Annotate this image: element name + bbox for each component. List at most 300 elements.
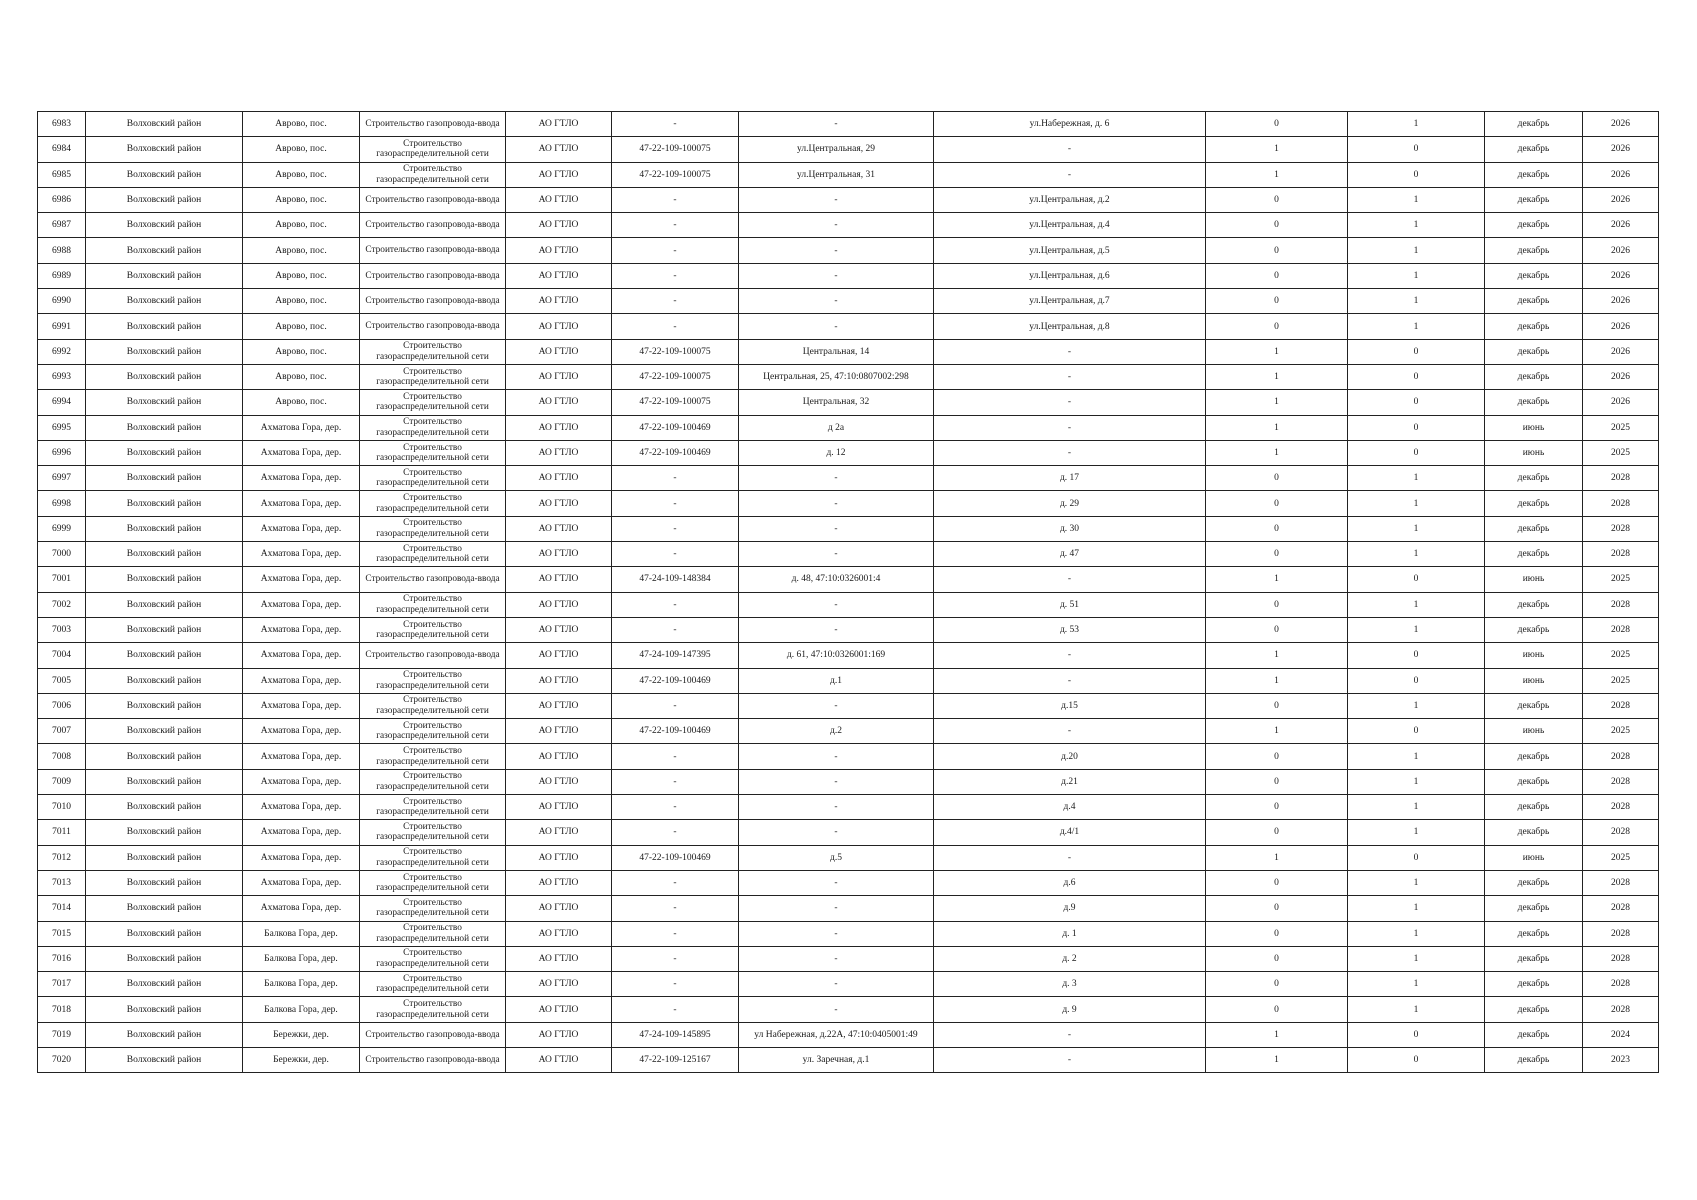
organization-cell: АО ГТЛО <box>506 693 612 718</box>
settlement-cell: Ахматова Гора, дер. <box>243 617 360 642</box>
table-row <box>38 491 1659 516</box>
table-row <box>38 339 1659 364</box>
district-cell: Волховский район <box>86 896 243 921</box>
settlement-cell: Аврово, пос. <box>243 263 360 288</box>
work-type-cell: Строительство газораспределительной сети <box>360 617 506 642</box>
work-type-cell: Строительство газораспределительной сети <box>360 795 506 820</box>
network-flag-cell: 0 <box>1206 997 1348 1022</box>
network-flag-cell: 0 <box>1206 870 1348 895</box>
year-cell: 2025 <box>1583 567 1659 592</box>
year-cell: 2028 <box>1583 820 1659 845</box>
row-number-cell: 7011 <box>38 820 86 845</box>
program-code-cell: 47-22-109-100469 <box>612 845 739 870</box>
row-number-cell: 7000 <box>38 542 86 567</box>
program-code-cell: 47-22-109-125167 <box>612 1047 739 1072</box>
work-type-cell: Строительство газопровода-ввода <box>360 1022 506 1047</box>
settlement-cell: Аврово, пос. <box>243 112 360 137</box>
input-flag-cell: 1 <box>1348 870 1485 895</box>
row-number-cell: 6991 <box>38 314 86 339</box>
table-row <box>38 415 1659 440</box>
address-input-cell: - <box>934 845 1206 870</box>
address-input-cell: д. 3 <box>934 972 1206 997</box>
table-row <box>38 466 1659 491</box>
network-flag-cell: 1 <box>1206 390 1348 415</box>
work-type-cell: Строительство газораспределительной сети <box>360 466 506 491</box>
month-cell: июнь <box>1485 643 1583 668</box>
network-flag-cell: 1 <box>1206 440 1348 465</box>
program-code-cell: - <box>612 744 739 769</box>
address-input-cell: д. 2 <box>934 946 1206 971</box>
work-type-cell: Строительство газораспределительной сети <box>360 769 506 794</box>
organization-cell: АО ГТЛО <box>506 1022 612 1047</box>
address-network-cell: Центральная, 32 <box>739 390 934 415</box>
program-code-cell: 47-24-109-147395 <box>612 643 739 668</box>
data-table <box>37 111 1659 1073</box>
table-row <box>38 896 1659 921</box>
program-code-cell: 47-22-109-100469 <box>612 719 739 744</box>
row-number-cell: 7008 <box>38 744 86 769</box>
program-code-cell: 47-24-109-145895 <box>612 1022 739 1047</box>
row-number-cell: 6996 <box>38 440 86 465</box>
program-code-cell: - <box>612 769 739 794</box>
program-code-cell: - <box>612 213 739 238</box>
district-cell: Волховский район <box>86 137 243 162</box>
organization-cell: АО ГТЛО <box>506 617 612 642</box>
settlement-cell: Аврово, пос. <box>243 238 360 263</box>
work-type-cell: Строительство газораспределительной сети <box>360 542 506 567</box>
year-cell: 2026 <box>1583 364 1659 389</box>
organization-cell: АО ГТЛО <box>506 997 612 1022</box>
network-flag-cell: 0 <box>1206 263 1348 288</box>
organization-cell: АО ГТЛО <box>506 719 612 744</box>
input-flag-cell: 1 <box>1348 491 1485 516</box>
network-flag-cell: 0 <box>1206 972 1348 997</box>
settlement-cell: Аврово, пос. <box>243 213 360 238</box>
row-number-cell: 7013 <box>38 870 86 895</box>
program-code-cell: - <box>612 112 739 137</box>
month-cell: декабрь <box>1485 491 1583 516</box>
address-network-cell: - <box>739 769 934 794</box>
work-type-cell: Строительство газораспределительной сети <box>360 415 506 440</box>
settlement-cell: Ахматова Гора, дер. <box>243 592 360 617</box>
address-input-cell: ул.Центральная, д.6 <box>934 263 1206 288</box>
work-type-cell: Строительство газопровода-ввода <box>360 289 506 314</box>
work-type-cell: Строительство газопровода-ввода <box>360 213 506 238</box>
address-network-cell: - <box>739 516 934 541</box>
organization-cell: АО ГТЛО <box>506 820 612 845</box>
row-number-cell: 7017 <box>38 972 86 997</box>
table-row <box>38 542 1659 567</box>
district-cell: Волховский район <box>86 314 243 339</box>
program-code-cell: - <box>612 289 739 314</box>
district-cell: Волховский район <box>86 820 243 845</box>
settlement-cell: Ахматова Гора, дер. <box>243 440 360 465</box>
input-flag-cell: 1 <box>1348 946 1485 971</box>
address-network-cell: Центральная, 14 <box>739 339 934 364</box>
row-number-cell: 6987 <box>38 213 86 238</box>
network-flag-cell: 0 <box>1206 289 1348 314</box>
table-row <box>38 997 1659 1022</box>
network-flag-cell: 0 <box>1206 896 1348 921</box>
address-input-cell: д. 51 <box>934 592 1206 617</box>
network-flag-cell: 1 <box>1206 567 1348 592</box>
address-network-cell: - <box>739 542 934 567</box>
organization-cell: АО ГТЛО <box>506 1047 612 1072</box>
district-cell: Волховский район <box>86 491 243 516</box>
settlement-cell: Бережки, дер. <box>243 1022 360 1047</box>
network-flag-cell: 0 <box>1206 921 1348 946</box>
district-cell: Волховский район <box>86 997 243 1022</box>
network-flag-cell: 0 <box>1206 238 1348 263</box>
month-cell: декабрь <box>1485 542 1583 567</box>
program-code-cell: - <box>612 896 739 921</box>
input-flag-cell: 1 <box>1348 112 1485 137</box>
year-cell: 2026 <box>1583 289 1659 314</box>
month-cell: декабрь <box>1485 896 1583 921</box>
month-cell: июнь <box>1485 719 1583 744</box>
row-number-cell: 7001 <box>38 567 86 592</box>
address-network-cell: - <box>739 744 934 769</box>
year-cell: 2028 <box>1583 617 1659 642</box>
row-number-cell: 7009 <box>38 769 86 794</box>
table-row <box>38 617 1659 642</box>
input-flag-cell: 0 <box>1348 137 1485 162</box>
month-cell: декабрь <box>1485 997 1583 1022</box>
settlement-cell: Аврово, пос. <box>243 390 360 415</box>
work-type-cell: Строительство газораспределительной сети <box>360 870 506 895</box>
address-input-cell: д.4 <box>934 795 1206 820</box>
district-cell: Волховский район <box>86 289 243 314</box>
district-cell: Волховский район <box>86 719 243 744</box>
year-cell: 2028 <box>1583 693 1659 718</box>
month-cell: декабрь <box>1485 238 1583 263</box>
work-type-cell: Строительство газораспределительной сети <box>360 516 506 541</box>
input-flag-cell: 0 <box>1348 162 1485 187</box>
settlement-cell: Ахматова Гора, дер. <box>243 415 360 440</box>
district-cell: Волховский район <box>86 112 243 137</box>
program-code-cell: 47-22-109-100075 <box>612 339 739 364</box>
work-type-cell: Строительство газораспределительной сети <box>360 972 506 997</box>
address-network-cell: - <box>739 870 934 895</box>
network-flag-cell: 0 <box>1206 693 1348 718</box>
year-cell: 2026 <box>1583 187 1659 212</box>
month-cell: декабрь <box>1485 263 1583 288</box>
address-input-cell: д. 47 <box>934 542 1206 567</box>
table-row <box>38 820 1659 845</box>
network-flag-cell: 0 <box>1206 592 1348 617</box>
year-cell: 2025 <box>1583 845 1659 870</box>
input-flag-cell: 1 <box>1348 542 1485 567</box>
input-flag-cell: 0 <box>1348 719 1485 744</box>
month-cell: декабрь <box>1485 972 1583 997</box>
network-flag-cell: 0 <box>1206 946 1348 971</box>
year-cell: 2026 <box>1583 112 1659 137</box>
work-type-cell: Строительство газопровода-ввода <box>360 643 506 668</box>
program-code-cell: - <box>612 263 739 288</box>
organization-cell: АО ГТЛО <box>506 491 612 516</box>
table-row <box>38 516 1659 541</box>
district-cell: Волховский район <box>86 263 243 288</box>
input-flag-cell: 1 <box>1348 693 1485 718</box>
network-flag-cell: 1 <box>1206 1022 1348 1047</box>
district-cell: Волховский район <box>86 693 243 718</box>
organization-cell: АО ГТЛО <box>506 162 612 187</box>
address-network-cell: - <box>739 693 934 718</box>
row-number-cell: 6992 <box>38 339 86 364</box>
work-type-cell: Строительство газораспределительной сети <box>360 137 506 162</box>
network-flag-cell: 1 <box>1206 364 1348 389</box>
table-row <box>38 1047 1659 1072</box>
table-row <box>38 744 1659 769</box>
work-type-cell: Строительство газораспределительной сети <box>360 946 506 971</box>
settlement-cell: Ахматова Гора, дер. <box>243 896 360 921</box>
address-network-cell: - <box>739 946 934 971</box>
organization-cell: АО ГТЛО <box>506 238 612 263</box>
input-flag-cell: 0 <box>1348 415 1485 440</box>
address-input-cell: - <box>934 440 1206 465</box>
district-cell: Волховский район <box>86 617 243 642</box>
address-input-cell: д. 1 <box>934 921 1206 946</box>
program-code-cell: - <box>612 795 739 820</box>
row-number-cell: 6988 <box>38 238 86 263</box>
settlement-cell: Ахматова Гора, дер. <box>243 845 360 870</box>
work-type-cell: Строительство газораспределительной сети <box>360 921 506 946</box>
address-input-cell: - <box>934 339 1206 364</box>
year-cell: 2028 <box>1583 870 1659 895</box>
work-type-cell: Строительство газораспределительной сети <box>360 896 506 921</box>
organization-cell: АО ГТЛО <box>506 466 612 491</box>
month-cell: декабрь <box>1485 339 1583 364</box>
program-code-cell: 47-22-109-100469 <box>612 415 739 440</box>
address-input-cell: ул.Центральная, д.8 <box>934 314 1206 339</box>
organization-cell: АО ГТЛО <box>506 896 612 921</box>
month-cell: декабрь <box>1485 364 1583 389</box>
district-cell: Волховский район <box>86 795 243 820</box>
work-type-cell: Строительство газораспределительной сети <box>360 592 506 617</box>
network-flag-cell: 0 <box>1206 314 1348 339</box>
input-flag-cell: 1 <box>1348 921 1485 946</box>
settlement-cell: Ахматова Гора, дер. <box>243 643 360 668</box>
table-row <box>38 795 1659 820</box>
input-flag-cell: 0 <box>1348 668 1485 693</box>
table-row <box>38 643 1659 668</box>
year-cell: 2028 <box>1583 769 1659 794</box>
network-flag-cell: 0 <box>1206 617 1348 642</box>
address-input-cell: - <box>934 719 1206 744</box>
input-flag-cell: 0 <box>1348 1047 1485 1072</box>
year-cell: 2025 <box>1583 719 1659 744</box>
organization-cell: АО ГТЛО <box>506 744 612 769</box>
year-cell: 2025 <box>1583 643 1659 668</box>
address-network-cell: д. 48, 47:10:0326001:4 <box>739 567 934 592</box>
address-network-cell: - <box>739 972 934 997</box>
settlement-cell: Ахматова Гора, дер. <box>243 567 360 592</box>
network-flag-cell: 1 <box>1206 162 1348 187</box>
address-input-cell: д. 29 <box>934 491 1206 516</box>
address-input-cell: - <box>934 390 1206 415</box>
address-network-cell: - <box>739 617 934 642</box>
organization-cell: АО ГТЛО <box>506 263 612 288</box>
address-input-cell: д. 30 <box>934 516 1206 541</box>
month-cell: декабрь <box>1485 314 1583 339</box>
work-type-cell: Строительство газопровода-ввода <box>360 314 506 339</box>
year-cell: 2028 <box>1583 972 1659 997</box>
address-input-cell: д. 53 <box>934 617 1206 642</box>
organization-cell: АО ГТЛО <box>506 592 612 617</box>
organization-cell: АО ГТЛО <box>506 668 612 693</box>
row-number-cell: 6994 <box>38 390 86 415</box>
address-input-cell: д.4/1 <box>934 820 1206 845</box>
district-cell: Волховский район <box>86 390 243 415</box>
address-input-cell: - <box>934 364 1206 389</box>
district-cell: Волховский район <box>86 1047 243 1072</box>
program-code-cell: 47-24-109-148384 <box>612 567 739 592</box>
settlement-cell: Ахматова Гора, дер. <box>243 769 360 794</box>
settlement-cell: Ахматова Гора, дер. <box>243 466 360 491</box>
address-network-cell: - <box>739 466 934 491</box>
address-network-cell: - <box>739 238 934 263</box>
table-row <box>38 137 1659 162</box>
table-row <box>38 162 1659 187</box>
input-flag-cell: 1 <box>1348 795 1485 820</box>
year-cell: 2025 <box>1583 415 1659 440</box>
settlement-cell: Ахматова Гора, дер. <box>243 719 360 744</box>
organization-cell: АО ГТЛО <box>506 643 612 668</box>
row-number-cell: 6985 <box>38 162 86 187</box>
year-cell: 2028 <box>1583 896 1659 921</box>
network-flag-cell: 1 <box>1206 845 1348 870</box>
network-flag-cell: 1 <box>1206 137 1348 162</box>
organization-cell: АО ГТЛО <box>506 946 612 971</box>
settlement-cell: Ахматова Гора, дер. <box>243 491 360 516</box>
network-flag-cell: 1 <box>1206 415 1348 440</box>
address-input-cell: д.20 <box>934 744 1206 769</box>
organization-cell: АО ГТЛО <box>506 769 612 794</box>
year-cell: 2026 <box>1583 314 1659 339</box>
network-flag-cell: 1 <box>1206 1047 1348 1072</box>
network-flag-cell: 1 <box>1206 719 1348 744</box>
input-flag-cell: 1 <box>1348 997 1485 1022</box>
input-flag-cell: 1 <box>1348 466 1485 491</box>
row-number-cell: 7015 <box>38 921 86 946</box>
address-network-cell: - <box>739 795 934 820</box>
row-number-cell: 6993 <box>38 364 86 389</box>
table-row <box>38 845 1659 870</box>
month-cell: декабрь <box>1485 769 1583 794</box>
settlement-cell: Балкова Гора, дер. <box>243 997 360 1022</box>
address-input-cell: - <box>934 162 1206 187</box>
address-input-cell: - <box>934 1022 1206 1047</box>
district-cell: Волховский район <box>86 845 243 870</box>
address-input-cell: ул.Набережная, д. 6 <box>934 112 1206 137</box>
district-cell: Волховский район <box>86 440 243 465</box>
row-number-cell: 7014 <box>38 896 86 921</box>
table-row <box>38 364 1659 389</box>
settlement-cell: Аврово, пос. <box>243 314 360 339</box>
organization-cell: АО ГТЛО <box>506 187 612 212</box>
program-code-cell: 47-22-109-100075 <box>612 137 739 162</box>
input-flag-cell: 0 <box>1348 364 1485 389</box>
address-input-cell: ул.Центральная, д.2 <box>934 187 1206 212</box>
year-cell: 2026 <box>1583 263 1659 288</box>
program-code-cell: 47-22-109-100075 <box>612 364 739 389</box>
input-flag-cell: 1 <box>1348 289 1485 314</box>
month-cell: декабрь <box>1485 693 1583 718</box>
address-network-cell: - <box>739 263 934 288</box>
program-code-cell: 47-22-109-100469 <box>612 440 739 465</box>
address-input-cell: - <box>934 137 1206 162</box>
network-flag-cell: 0 <box>1206 187 1348 212</box>
program-code-cell: 47-22-109-100075 <box>612 162 739 187</box>
year-cell: 2026 <box>1583 390 1659 415</box>
row-number-cell: 6989 <box>38 263 86 288</box>
program-code-cell: - <box>612 617 739 642</box>
network-flag-cell: 0 <box>1206 744 1348 769</box>
row-number-cell: 7003 <box>38 617 86 642</box>
year-cell: 2028 <box>1583 592 1659 617</box>
address-network-cell: Центральная, 25, 47:10:0807002:298 <box>739 364 934 389</box>
settlement-cell: Аврово, пос. <box>243 364 360 389</box>
address-network-cell: ул.Центральная, 29 <box>739 137 934 162</box>
row-number-cell: 7016 <box>38 946 86 971</box>
organization-cell: АО ГТЛО <box>506 972 612 997</box>
settlement-cell: Ахматова Гора, дер. <box>243 870 360 895</box>
work-type-cell: Строительство газопровода-ввода <box>360 112 506 137</box>
network-flag-cell: 0 <box>1206 516 1348 541</box>
year-cell: 2026 <box>1583 213 1659 238</box>
address-input-cell: - <box>934 1047 1206 1072</box>
organization-cell: АО ГТЛО <box>506 289 612 314</box>
table-row <box>38 314 1659 339</box>
year-cell: 2026 <box>1583 238 1659 263</box>
network-flag-cell: 0 <box>1206 213 1348 238</box>
table-row <box>38 440 1659 465</box>
row-number-cell: 7020 <box>38 1047 86 1072</box>
input-flag-cell: 1 <box>1348 213 1485 238</box>
work-type-cell: Строительство газопровода-ввода <box>360 238 506 263</box>
district-cell: Волховский район <box>86 567 243 592</box>
month-cell: декабрь <box>1485 516 1583 541</box>
input-flag-cell: 1 <box>1348 972 1485 997</box>
settlement-cell: Балкова Гора, дер. <box>243 972 360 997</box>
month-cell: декабрь <box>1485 1022 1583 1047</box>
table-row <box>38 567 1659 592</box>
settlement-cell: Ахматова Гора, дер. <box>243 795 360 820</box>
row-number-cell: 7007 <box>38 719 86 744</box>
input-flag-cell: 0 <box>1348 845 1485 870</box>
table-row <box>38 870 1659 895</box>
district-cell: Волховский район <box>86 668 243 693</box>
address-network-cell: - <box>739 187 934 212</box>
district-cell: Волховский район <box>86 744 243 769</box>
address-network-cell: - <box>739 491 934 516</box>
month-cell: декабрь <box>1485 466 1583 491</box>
table-row <box>38 592 1659 617</box>
row-number-cell: 7002 <box>38 592 86 617</box>
settlement-cell: Аврово, пос. <box>243 187 360 212</box>
row-number-cell: 6999 <box>38 516 86 541</box>
year-cell: 2026 <box>1583 339 1659 364</box>
program-code-cell: - <box>612 238 739 263</box>
input-flag-cell: 1 <box>1348 769 1485 794</box>
year-cell: 2028 <box>1583 795 1659 820</box>
input-flag-cell: 0 <box>1348 567 1485 592</box>
organization-cell: АО ГТЛО <box>506 415 612 440</box>
network-flag-cell: 0 <box>1206 795 1348 820</box>
year-cell: 2028 <box>1583 921 1659 946</box>
program-code-cell: - <box>612 693 739 718</box>
program-code-cell: - <box>612 314 739 339</box>
